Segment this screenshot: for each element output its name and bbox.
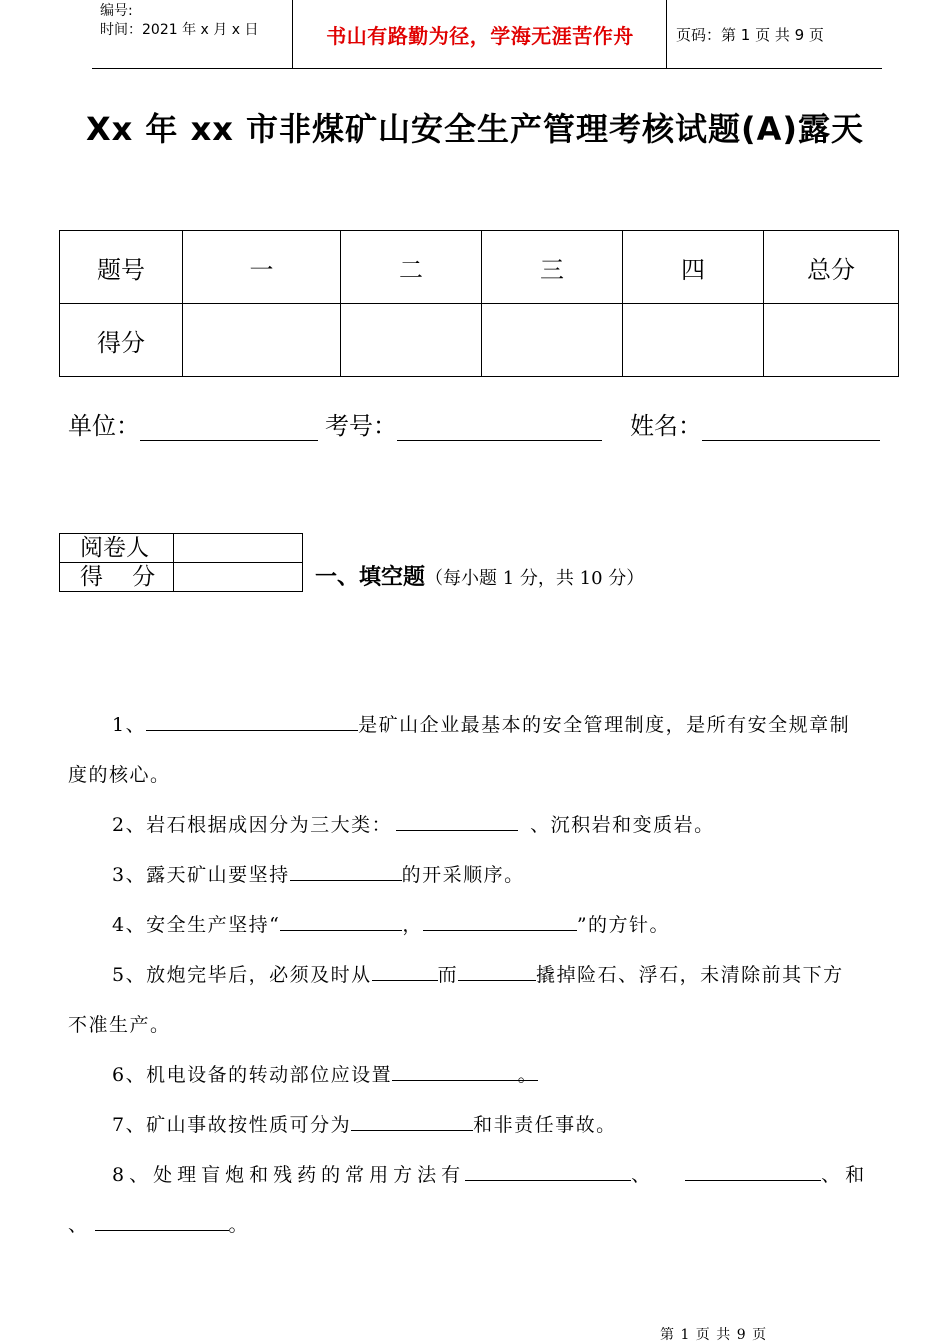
question-text: 、沉积岩和变质岩。 — [530, 814, 715, 836]
answer-blank[interactable] — [280, 910, 402, 931]
question-text: 1、 — [112, 714, 147, 736]
table-row — [60, 534, 303, 563]
table-row — [60, 231, 899, 304]
question-3 — [112, 860, 525, 887]
question-1-cont: 度的核心。 — [68, 764, 171, 786]
table-row — [60, 563, 303, 592]
header-cell: 总分 — [764, 231, 899, 304]
answer-blank[interactable] — [685, 1160, 821, 1181]
answer-blank[interactable] — [458, 960, 536, 981]
question-text: 。 — [228, 1214, 250, 1236]
number-label: 编号: — [100, 3, 133, 19]
question-text: ”的方针。 — [576, 914, 671, 936]
answer-blank[interactable] — [351, 1110, 473, 1131]
question-text: 7、矿山事故按性质可分为 — [112, 1114, 352, 1136]
answer-blank[interactable] — [146, 710, 358, 731]
page-header — [92, 0, 882, 69]
score-cell[interactable] — [764, 304, 899, 377]
answer-blank[interactable] — [392, 1060, 539, 1086]
name-field — [630, 406, 880, 441]
exam-no-blank[interactable] — [397, 414, 602, 441]
question-2 — [112, 810, 715, 837]
score-cell[interactable] — [341, 304, 482, 377]
score-cell[interactable] — [623, 304, 764, 377]
header-cell: 四 — [623, 231, 764, 304]
question-text: 4、安全生产坚持“ — [112, 914, 281, 936]
answer-blank[interactable] — [465, 1160, 631, 1181]
name-blank[interactable] — [702, 414, 880, 441]
question-text: 。 — [517, 1064, 539, 1086]
page-footer: 第 1 页 共 9 页 — [660, 1327, 768, 1343]
question-text: 6、机电设备的转动部位应设置 — [112, 1064, 393, 1086]
question-text: 的开采顺序。 — [401, 864, 525, 886]
answer-blank[interactable] — [396, 810, 518, 831]
header-meta — [100, 2, 258, 40]
section-title: 一、填空题 — [315, 565, 426, 590]
header-cell: 题号 — [60, 231, 183, 304]
section-note: （每小题 1 分，共 10 分） — [425, 568, 645, 589]
header-motto: 书山有路勤为径，学海无涯苦作舟 — [326, 23, 634, 48]
section-heading — [315, 560, 644, 591]
score-table — [59, 230, 899, 377]
question-text: 2、岩石根据成因分为三大类： — [112, 814, 393, 836]
header-cell: 三 — [482, 231, 623, 304]
header-cell: 二 — [341, 231, 482, 304]
document-title: Xx 年 xx 市非煤矿山安全生产管理考核试题(A)露天 — [85, 110, 865, 148]
table-row — [60, 304, 899, 377]
question-text: 而 — [437, 964, 459, 986]
reviewer-label: 阅卷人 — [60, 534, 174, 563]
reviewer-cell[interactable] — [174, 534, 303, 563]
question-text: 、 — [68, 1214, 89, 1236]
header-cell: 一 — [183, 231, 341, 304]
answer-blank[interactable] — [372, 960, 438, 981]
exam-no-label: 考号： — [325, 412, 397, 440]
score-cell[interactable] — [482, 304, 623, 377]
question-6 — [112, 1060, 538, 1087]
grader-score-cell[interactable] — [174, 563, 303, 592]
question-text: 是矿山企业最基本的安全管理制度，是所有安全规章制 — [358, 714, 851, 736]
question-text: 和非责任事故。 — [473, 1114, 617, 1136]
answer-blank[interactable] — [423, 910, 577, 931]
header-divider — [666, 0, 667, 68]
unit-blank[interactable] — [140, 414, 318, 441]
question-text: 、 — [631, 1164, 656, 1186]
name-label: 姓名： — [630, 412, 702, 440]
answer-blank[interactable] — [290, 860, 402, 881]
question-4 — [112, 910, 670, 937]
unit-label: 单位： — [68, 412, 140, 440]
question-1 — [112, 710, 850, 737]
question-8 — [112, 1160, 869, 1187]
header-page-info: 页码：第 1 页 共 9 页 — [676, 26, 824, 44]
score-row-label: 得分 — [60, 304, 183, 377]
exam-no-field — [325, 406, 602, 441]
question-8-cont — [68, 1210, 249, 1237]
score-cell[interactable] — [183, 304, 341, 377]
question-text: 5、放炮完毕后，必须及时从 — [112, 964, 372, 986]
answer-blank[interactable] — [95, 1210, 229, 1231]
question-text: 、和 — [821, 1164, 870, 1186]
question-text: 8、处理盲炮和残药的常用方法有 — [112, 1164, 466, 1186]
header-divider — [292, 0, 293, 68]
question-text: 3、露天矿山要坚持 — [112, 864, 290, 886]
grader-table — [59, 533, 303, 592]
time-label: 时间：2021 年 x 月 x 日 — [100, 22, 259, 38]
question-text: 撬掉险石、浮石，未清除前其下方 — [536, 964, 844, 986]
question-7 — [112, 1110, 617, 1137]
question-5-cont: 不准生产。 — [68, 1014, 171, 1036]
grader-score-label: 得 分 — [60, 563, 174, 592]
question-5 — [112, 960, 844, 987]
question-text: ， — [402, 914, 423, 936]
unit-field — [68, 406, 318, 441]
